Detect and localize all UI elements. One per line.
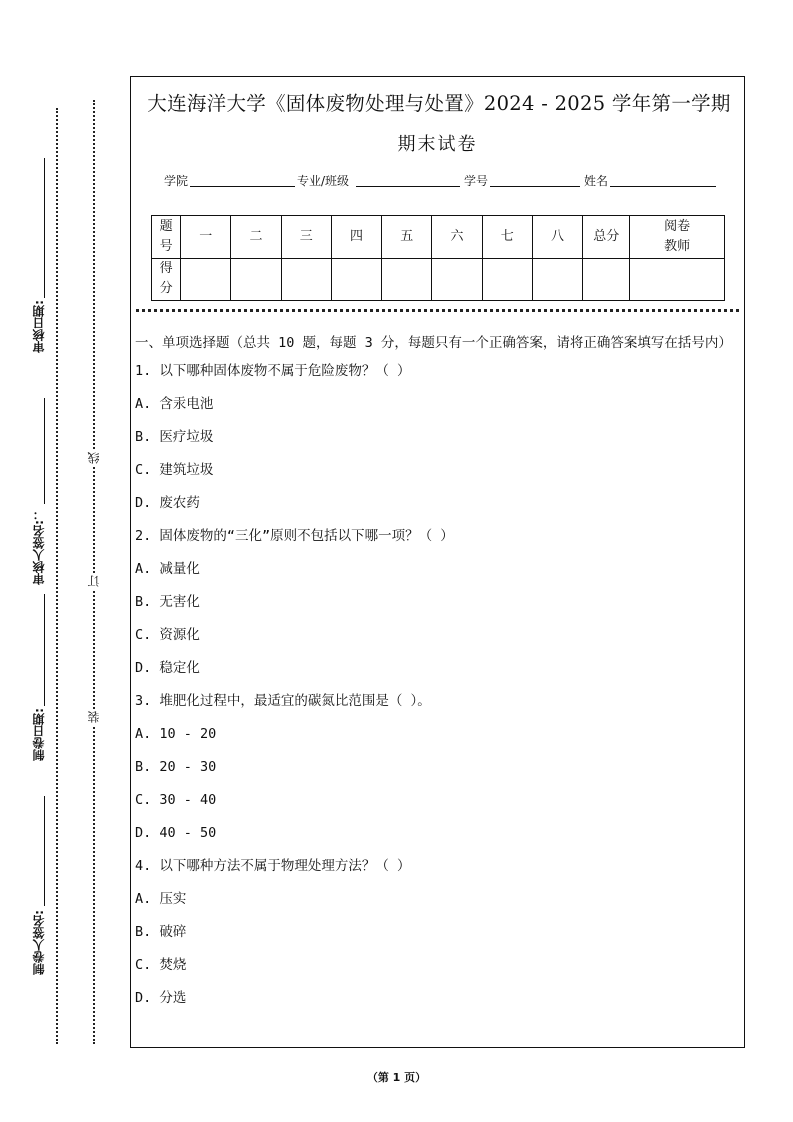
binding-mark-ding: 订 [87,575,101,587]
student-id-field[interactable] [490,186,580,187]
student-id-label: 学号 [464,174,489,188]
option[interactable]: B. 医疗垃圾 [135,429,214,445]
reviewer-sign-line [44,398,45,504]
option[interactable]: A. 10 - 20 [135,726,217,742]
question-stem: 3. 堆肥化过程中，最适宜的碳氮比范围是（ ）。 [135,693,431,709]
make-date-label: 制卷日期: [32,708,46,761]
question-stem: 1. 以下哪种固体废物不属于危险废物？（ ） [135,363,411,379]
teacher-label-line1: 阅卷 [664,218,691,234]
score-cell-5[interactable] [382,258,432,301]
name-label: 姓名 [584,174,609,188]
make-date-line [44,594,45,706]
reviewer-sign-label: 审核人签名:： [32,508,46,585]
section-single-choice [135,332,740,1020]
score-label: 得分 [152,258,181,301]
option[interactable]: C. 30 - 40 [135,792,217,808]
score-table-header-row [152,216,725,259]
option[interactable]: D. 稳定化 [135,660,200,676]
score-cell-7[interactable] [482,258,532,301]
option[interactable]: B. 破碎 [135,924,187,940]
binding-dotted-line [93,100,95,1044]
col-8: 八 [532,216,582,259]
binding-mark-line: 线 [87,452,101,464]
score-cell-teacher[interactable] [630,258,725,301]
score-cell-3[interactable] [281,258,331,301]
name-field[interactable] [610,186,716,187]
college-label: 学院 [164,174,189,188]
question-stem: 2. 固体废物的“三化”原则不包括以下哪一项？（ ） [135,528,454,544]
option[interactable]: A. 含汞电池 [135,396,214,412]
col-6: 六 [432,216,482,259]
col-5: 五 [382,216,432,259]
option[interactable]: D. 40 - 50 [135,825,217,841]
exam-subtitle: 期末试卷 [397,134,478,155]
binding-mark-zhuang: 装 [87,711,101,723]
col-7: 七 [482,216,532,259]
option[interactable]: D. 废农药 [135,495,200,511]
option[interactable]: C. 建筑垃圾 [135,462,214,478]
exam-title: 大连海洋大学《固体废物处理与处置》2024 - 2025 学年第一学期 [147,92,731,115]
col-total: 总分 [583,216,630,259]
option[interactable]: A. 压实 [135,891,187,907]
major-label: 专业/班级 [297,174,350,188]
outer-dotted-line [56,108,58,1044]
option[interactable]: A. 减量化 [135,561,200,577]
section-heading: 一、单项选择题（总共 10 题，每题 3 分，每题只有一个正确答案，请将正确答案填写在括号内） [135,335,732,351]
review-date-label: 审核日期: [32,300,46,353]
col-3: 三 [281,216,331,259]
option[interactable]: C. 焚烧 [135,957,187,973]
score-cell-2[interactable] [231,258,281,301]
college-field[interactable] [190,186,295,187]
option[interactable]: B. 20 - 30 [135,759,217,775]
col-teacher [630,216,725,259]
separator-dotted-line [136,309,739,312]
page-number: （第 1 页） [366,1071,427,1084]
score-table [151,215,725,301]
option[interactable]: B. 无害化 [135,594,200,610]
score-table-score-row [152,258,725,301]
col-2: 二 [231,216,281,259]
score-cell-1[interactable] [181,258,231,301]
maker-sign-label: 制卷人签名: [32,910,46,975]
score-cell-4[interactable] [331,258,381,301]
teacher-label-line2: 教师 [664,238,691,254]
col-4: 四 [331,216,381,259]
score-cell-6[interactable] [432,258,482,301]
major-field[interactable] [356,186,460,187]
question-number-label: 题号 [152,216,181,259]
question-stem: 4. 以下哪种方法不属于物理处理方法？（ ） [135,858,411,874]
option[interactable]: D. 分选 [135,990,187,1006]
score-cell-total[interactable] [583,258,630,301]
maker-sign-line [44,796,45,906]
option[interactable]: C. 资源化 [135,627,200,643]
review-date-line [44,158,45,298]
col-1: 一 [181,216,231,259]
score-cell-8[interactable] [532,258,582,301]
